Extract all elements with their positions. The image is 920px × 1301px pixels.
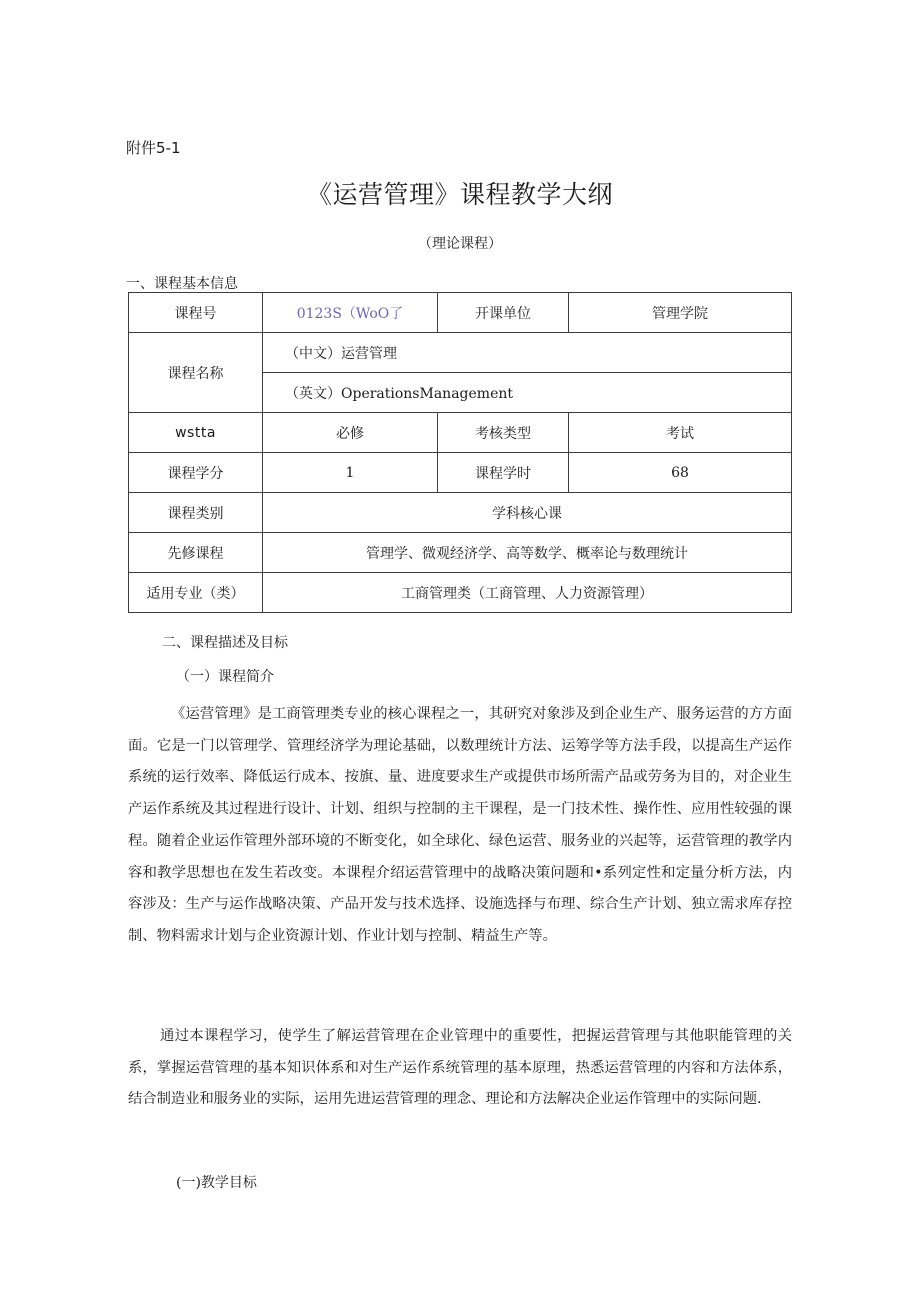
table-row bbox=[129, 493, 792, 533]
hours-label: 课程学时 bbox=[438, 453, 569, 493]
objective-paragraph: 通过本课程学习，使学生了解运营管理在企业管理中的重要性，把握运营管理与其他职能管理的关系，掌握运营管理的基本知识体系和对生产运作系统管理的基本原理，热悉运营管理的内容和方法体系，结合制造业和服务业的实际，运用先进运营管理的理念、理论和方法解决企业运作管理中的实际问题. bbox=[128, 1028, 792, 1108]
table-row bbox=[129, 333, 792, 373]
dept-label: 开课单位 bbox=[438, 293, 569, 333]
section-heading-basic-info: 一、课程基本信息 bbox=[126, 276, 238, 292]
category-label: 课程类别 bbox=[129, 493, 263, 533]
course-name-en: （英文）OperationsManagement bbox=[263, 373, 792, 413]
intro-paragraph: 《运营管理》是工商管理类专业的核心课程之一，其研究对象涉及到企业生产、服务运营的方方面面。它是一门以管理学、管理经济学为理论基础，以数理统计方法、运筹学等方法手段，以提高生产运作系统的运行效率、降低运行成本、按旗、量、进度要求生产或提供市场所需产品或劳务为目的，对企业生产运作系统及其过程进行设计、计划、组织与控制的主干课程，是一门技术性、操作性、应用性较强的课程。随着企业运作管理外部环境的不断变化，如全球化、绿色运营、服务业的兴起等，运营管理的教学内容和教学思想也在发生若改变。本课程介绍运营管理中的战略决策问题和•系列定性和定量分析方法，内容涉及：生产与运作战略决策、产品开发与技术选择、设施选择与布理、综合生产计划、独立需求库存控制、物料需求计划与企业资源计划、作业计划与控制、精益生产等。 bbox=[128, 706, 792, 944]
section-heading-description: 二、课程描述及目标 bbox=[162, 635, 288, 651]
dept-value: 管理学院 bbox=[569, 293, 792, 333]
prereq-label: 先修课程 bbox=[129, 533, 263, 573]
credit-label: 课程学分 bbox=[129, 453, 263, 493]
credit-value: 1 bbox=[263, 453, 438, 493]
course-name-cn: （中文）运营管理 bbox=[263, 333, 792, 373]
subheading-course-intro: （一）课程简介 bbox=[176, 669, 274, 685]
course-nature-label: wstta bbox=[129, 413, 263, 453]
prereq-value: 管理学、微观经济学、高等数学、概率论与数理统计 bbox=[263, 533, 792, 573]
table-row bbox=[129, 293, 792, 333]
category-value: 学科核心课 bbox=[263, 493, 792, 533]
assess-type-label: 考核类型 bbox=[438, 413, 569, 453]
table-row bbox=[129, 573, 792, 613]
course-name-label: 课程名称 bbox=[129, 333, 263, 413]
table-row bbox=[129, 453, 792, 493]
course-code-label: 课程号 bbox=[129, 293, 263, 333]
course-code-value: 0123S（WoO了 bbox=[263, 293, 438, 333]
document-subtitle: （理论课程） bbox=[418, 236, 502, 252]
annex-label: 附件5-1 bbox=[126, 139, 181, 157]
assess-type-value: 考试 bbox=[569, 413, 792, 453]
table-row bbox=[129, 413, 792, 453]
subheading-teaching-goals: (一)教学目标 bbox=[176, 1175, 257, 1191]
document-title: 《运营管理》课程教学大纲 bbox=[306, 180, 613, 209]
course-info-table bbox=[128, 292, 792, 613]
major-value: 工商管理类（工商管理、人力资源管理） bbox=[263, 573, 792, 613]
hours-value: 68 bbox=[569, 453, 792, 493]
table-row bbox=[129, 533, 792, 573]
course-nature-value: 必修 bbox=[263, 413, 438, 453]
major-label: 适用专业（类） bbox=[129, 573, 263, 613]
